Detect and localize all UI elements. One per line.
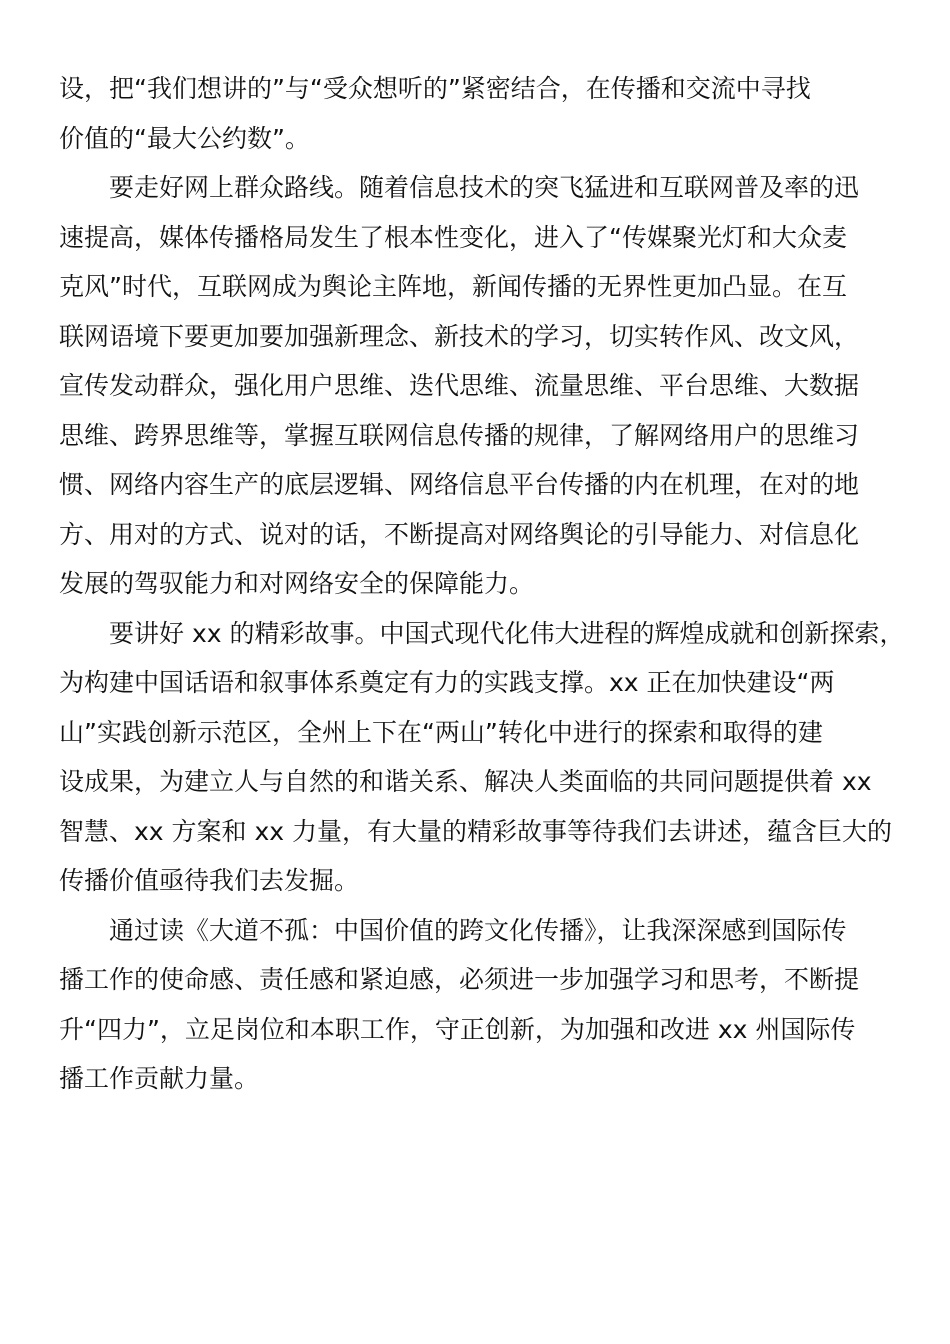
text-line: 要走好网上群众路线。随着信息技术的突飞猛进和互联网普及率的迅 bbox=[109, 173, 860, 202]
text-line: 惯、网络内容生产的底层逻辑、网络信息平台传播的内在机理，在对的地 bbox=[59, 470, 860, 499]
text-line: 速提高，媒体传播格局发生了根本性变化，进入了“传媒聚光灯和大众麦 bbox=[59, 222, 847, 252]
paragraph-tell-stories bbox=[59, 609, 905, 906]
paragraph-online-mass-line bbox=[59, 163, 891, 609]
text-line: 发展的驾驭能力和对网络安全的保障能力。 bbox=[59, 569, 535, 598]
text-line: 升“四力”，立足岗位和本职工作，守正创新，为加强和改进 xx 州国际传 bbox=[59, 1014, 856, 1044]
text-line: 方、用对的方式、说对的话，不断提高对网络舆论的引导能力、对信息化 bbox=[59, 519, 860, 549]
paragraph-continuation bbox=[59, 64, 891, 163]
text-line: 联网语境下要更加要加强新理念、新技术的学习，切实转作风、改文风， bbox=[59, 321, 860, 351]
text-line: 山”实践创新示范区，全州上下在“两山”转化中进行的探索和取得的建 bbox=[59, 717, 823, 747]
text-line: 克风”时代，互联网成为舆论主阵地，新闻传播的无界性更加凸显。在互 bbox=[59, 272, 847, 301]
text-line: 为构建中国话语和叙事体系奠定有力的实践支撑。xx 正在加快建设“两 bbox=[59, 668, 835, 697]
text-line: 设，把“我们想讲的”与“受众想听的”紧密结合，在传播和交流中寻找 bbox=[59, 74, 811, 103]
text-line: 思维、跨界思维等，掌握互联网信息传播的规律，了解网络用户的思维习 bbox=[59, 420, 860, 450]
text-line: 智慧、xx 方案和 xx 力量，有大量的精彩故事等待我们去讲述，蕴含巨大的 bbox=[59, 816, 893, 846]
text-line: 传播价值亟待我们去发掘。 bbox=[59, 866, 360, 895]
text-line: 宣传发动群众，强化用户思维、迭代思维、流量思维、平台思维、大数据 bbox=[59, 371, 860, 400]
text-line: 要讲好 xx 的精彩故事。中国式现代化伟大进程的辉煌成就和创新探索， bbox=[109, 618, 905, 648]
text-line: 播工作的使命感、责任感和紧迫感，必须进一步加强学习和思考，不断提 bbox=[59, 965, 860, 994]
document-page bbox=[59, 64, 905, 1104]
text-line: 价值的“最大公约数”。 bbox=[59, 123, 310, 153]
text-line: 设成果，为建立人与自然的和谐关系、解决人类面临的共同问题提供着 xx bbox=[59, 767, 872, 796]
text-line: 播工作贡献力量。 bbox=[59, 1064, 260, 1093]
paragraph-conclusion bbox=[59, 906, 891, 1104]
text-line: 通过读《大道不孤：中国价值的跨文化传播》，让我深深感到国际传 bbox=[109, 915, 847, 945]
